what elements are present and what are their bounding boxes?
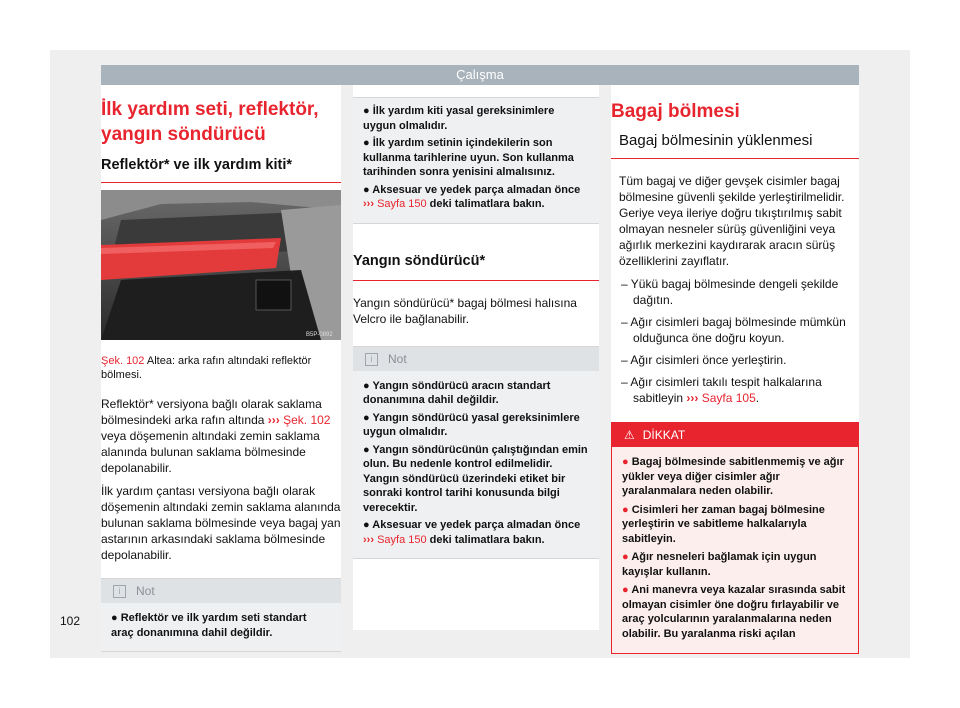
note-item: ● Yangın söndürücünün çalıştığından emin olun. Bu nedenle kontrol edilmelidir. Yangın söndürücü üzerindeki etiket bir sonraki kontrol tarihi konusunda bilgi verecektir.	[363, 443, 588, 514]
instruction-text: Ağır cisimleri önce yerleştirin.	[630, 353, 787, 367]
note-box-continued	[353, 97, 599, 224]
instruction-item: – Ağır cisimleri takılı tespit halkalarına sabitleyin ››› Sayfa 105.	[621, 375, 822, 405]
fire-extinguisher-header	[353, 252, 599, 281]
note-item-text: Aksesuar ve yedek parça almadan önce	[372, 183, 581, 196]
note-box-2	[353, 346, 599, 560]
chapter-header: Çalışma	[101, 65, 859, 85]
warning-icon: ⚠	[624, 428, 635, 442]
note-box	[101, 578, 341, 652]
section-title-line1: İlk yardım seti, reflektör,	[101, 99, 319, 120]
warning-header	[612, 423, 858, 447]
instruction-text: Ağır cisimleri bagaj bölmesinde mümkün olduğunca öne doğru koyun.	[630, 315, 846, 345]
subsection-title: Bagaj bölmesinin yüklenmesi	[619, 132, 813, 149]
column-3	[611, 85, 859, 640]
instruction-item: – Ağır cisimleri önce yerleştirin.	[621, 353, 787, 367]
figure-ref: Şek. 102	[101, 355, 145, 367]
paragraph-text: Reflektör* versiyona bağlı olarak saklama bölmesindeki arka rafın altında	[101, 397, 322, 427]
page-link[interactable]: Sayfa 105	[701, 391, 756, 405]
warning-item-text: Cisimleri her zaman bagaj bölmesine yerleştirin ve sabitleme halkalarıyla sabitleyin.	[622, 503, 825, 545]
warning-item-text: Bagaj bölmesinde sabitlenmemiş ve ağır yükler veya diğer cisimler ağır yaralanmalara neden olabilir.	[622, 456, 844, 497]
instruction-text: Yükü bagaj bölmesinde dengeli şekilde dağıtın.	[630, 277, 839, 307]
link-arrow: ›››	[363, 533, 374, 546]
trunk-illustration	[101, 190, 341, 340]
instruction-item: – Ağır cisimleri bagaj bölmesinde mümkün olduğunca öne doğru koyun.	[621, 315, 846, 345]
note-item-text: Aksesuar ve yedek parça almadan önce	[372, 519, 581, 531]
note-item-text: Yangın söndürücü aracın standart donanımına dahil değildir.	[363, 379, 551, 406]
note-item: ● Yangın söndürücü yasal gereksinimlere uygun olmalıdır.	[363, 411, 580, 438]
info-icon: i	[113, 585, 126, 598]
note-body	[353, 371, 599, 559]
warning-item-text: Ağır nesneleri bağlamak için uygun kayışlar kullanın.	[622, 551, 817, 578]
link-arrow: ›››	[363, 198, 374, 210]
warning-label: DİKKAT	[642, 428, 686, 442]
link-arrow: ›››	[686, 391, 699, 405]
note-continued-body	[353, 98, 599, 223]
warning-item: ● Ağır nesneleri bağlamak için uygun kayışlar kullanın.	[622, 551, 817, 578]
note-item-text: deki talimatlara bakın.	[426, 533, 545, 546]
paragraph-text: veya döşemenin altındaki zemin saklama alanında bulunan saklama bölmesinde depolanabilir.	[101, 429, 320, 475]
section-title: Bagaj bölmesi	[611, 101, 740, 122]
figure-link[interactable]: Şek. 102	[283, 413, 331, 427]
section-title-line2: yangın söndürücü	[101, 124, 266, 145]
note-header	[353, 347, 599, 371]
note-item-text: deki talimatlara bakın.	[426, 198, 545, 210]
column-2	[353, 85, 599, 630]
figure-code: B5P-0892	[306, 332, 333, 338]
page-link[interactable]: Sayfa 150	[377, 533, 427, 546]
warning-item: ● Ani manevra veya kazalar sırasında sabit olmayan cisimler öne doğru fırlayabilir ve araç yolcularının yaralanmalarına neden olabilir. Bu yaralanma riski açılan	[622, 584, 846, 640]
paragraph-reflector	[101, 396, 341, 476]
paragraph-first-aid: İlk yardım çantası versiyona bağlı olarak döşemenin altındaki zemin saklama alanında bulunan saklama bölmesinde veya bagaj yan astarının arkasındaki saklama bölmesinde depolanabilir.	[101, 484, 341, 562]
note-item-text: Reflektör ve ilk yardım seti standart araç donanımına dahil değildir.	[111, 612, 307, 639]
note-item: ● İlk yardım setinin içindekilerin son kullanma tarihlerine uyun. Son kullanma tarihinden sonra yenisini almalısınız.	[363, 137, 574, 178]
note-item: ● Reflektör ve ilk yardım seti standart araç donanımına dahil değildir.	[111, 612, 307, 639]
column-1	[101, 85, 341, 639]
subsection-header	[611, 124, 859, 159]
page-number: 102	[60, 614, 81, 628]
note-label: Not	[388, 351, 407, 366]
note-header	[101, 579, 341, 603]
instruction-text: Ağır cisimleri takılı tespit halkalarına sabitleyin	[630, 375, 822, 405]
luggage-paragraph: Tüm bagaj ve diğer gevşek cisimler bagaj bölmesine güvenli şekilde yerleştirilmelidir. Geriye veya ileriye doğru tıkıştırılmış sabit olmayan nesneler sürüş güvenliğini veya ağırlık merkezini kaydırarak aracın sürüş özelliklerini zayıflatır.	[619, 174, 845, 268]
warning-box	[611, 422, 859, 654]
note-item: ● Aksesuar ve yedek parça almadan önce ››› Sayfa 150 deki talimatlara bakın.	[363, 183, 581, 210]
note-item-text: İlk yardım setinin içindekilerin son kullanma tarihlerine uyun. Son kullanma tarihinden sonra yenisini almalısınız.	[363, 137, 574, 178]
link-arrow: ›››	[267, 413, 280, 427]
note-label: Not	[136, 584, 155, 598]
note-item-text: İlk yardım kiti yasal gereksinimlere uygun olmalıdır.	[363, 105, 555, 132]
warning-item-text: Ani manevra veya kazalar sırasında sabit olmayan cisimler öne doğru fırlayabilir ve araç yolcularının yaralanmalarına neden olabilir. Bu yaralanma riski açılan	[622, 584, 846, 640]
trunk-figure-image	[101, 190, 341, 340]
instruction-item: – Yükü bagaj bölmesinde dengeli şekilde dağıtın.	[621, 277, 839, 307]
instruction-text: .	[755, 391, 760, 405]
note-item: ● Yangın söndürücü aracın standart donanımına dahil değildir.	[363, 379, 551, 406]
page-link[interactable]: Sayfa 150	[377, 198, 427, 210]
note-item: ● Aksesuar ve yedek parça almadan önce ››› Sayfa 150 deki talimatlara bakın.	[363, 519, 581, 546]
info-icon: i	[365, 353, 378, 366]
warning-item: ● Bagaj bölmesinde sabitlenmemiş ve ağır yükler veya diğer cisimler ağır yaralanmalara neden olabilir.	[622, 456, 844, 497]
note-item-text: Yangın söndürücü yasal gereksinimlere uygun olmalıdır.	[363, 411, 580, 438]
subsection-header	[101, 147, 341, 183]
fire-extinguisher-paragraph: Yangın söndürücü* bagaj bölmesi halısına Velcro ile bağlanabilir.	[353, 295, 577, 326]
subsection-title: Reflektör* ve ilk yardım kiti*	[101, 157, 292, 173]
figure-caption-text: Altea: arka rafın altındaki reflektör bölmesi.	[101, 355, 312, 381]
warning-body	[612, 447, 858, 653]
figure-caption	[101, 348, 341, 382]
warning-item: ● Cisimleri her zaman bagaj bölmesine yerleştirin ve sabitleme halkalarıyla sabitleyin.	[622, 503, 825, 545]
fire-extinguisher-title: Yangın söndürücü*	[353, 252, 486, 269]
note-item-text: Yangın söndürücünün çalıştığından emin olun. Bu nedenle kontrol edilmelidir. Yangın söndürücü üzerindeki etiket bir sonraki kontrol tarihi konusunda bilgi verecektir.	[363, 443, 588, 514]
note-body	[101, 603, 341, 651]
note-item: ● İlk yardım kiti yasal gereksinimlere uygun olmalıdır.	[363, 105, 555, 132]
